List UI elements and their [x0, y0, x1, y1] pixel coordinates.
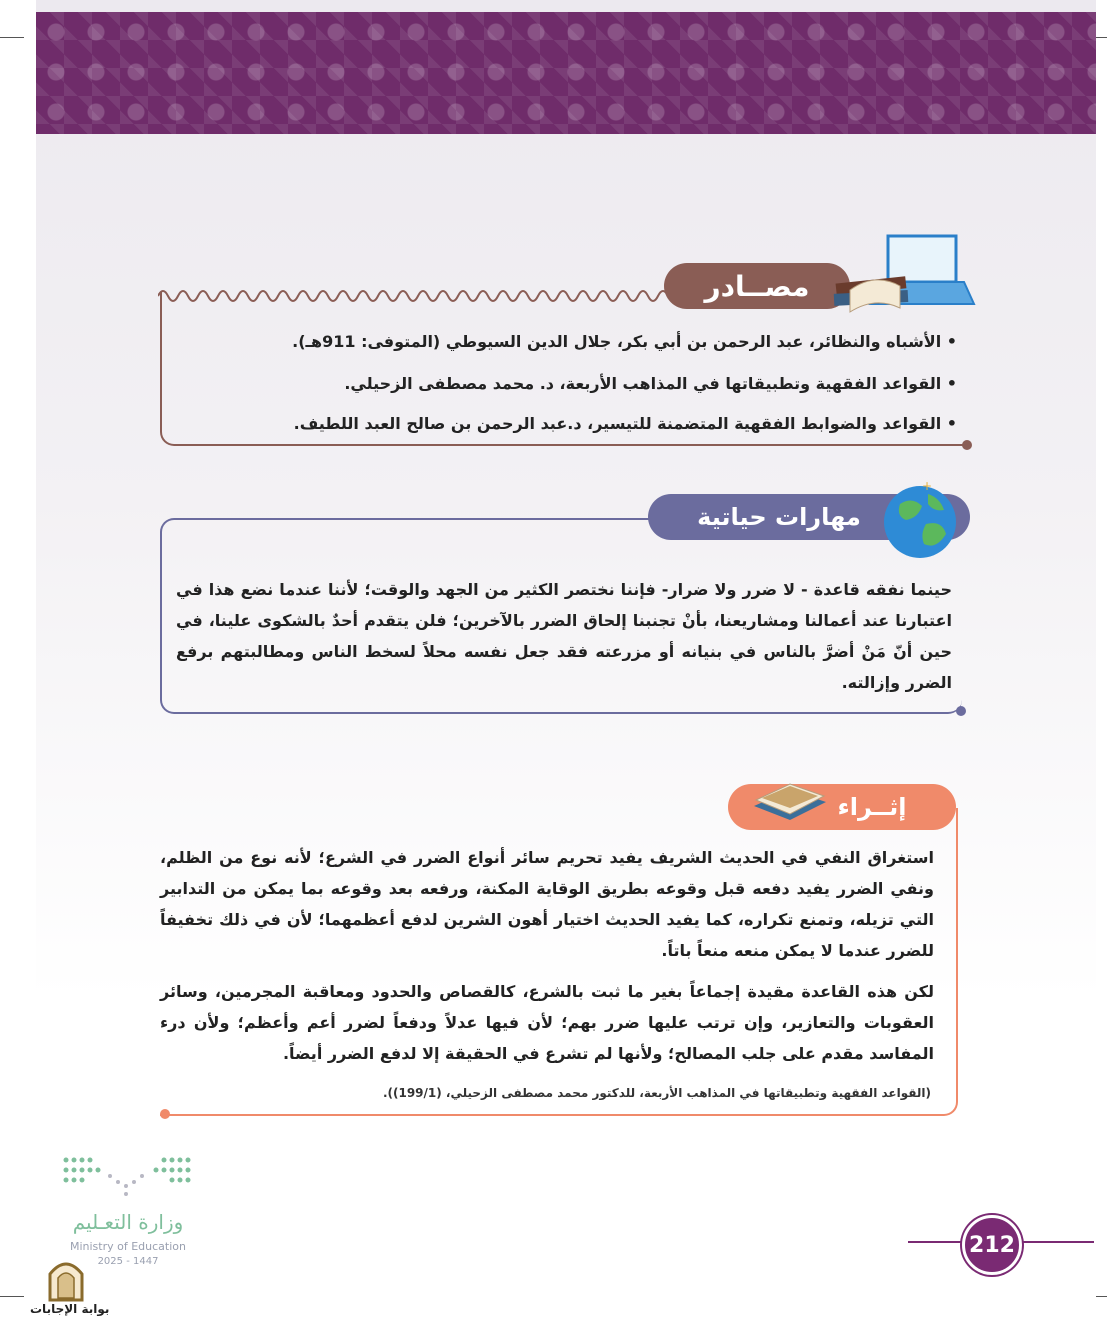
- border-dot: [956, 706, 966, 716]
- year-label: 2025 - 1447: [97, 1256, 159, 1267]
- crop-mark: [0, 1296, 24, 1297]
- ministry-logo-dots: [60, 1152, 200, 1202]
- crop-mark: [0, 37, 24, 38]
- ministry-name-en: Ministry of Education: [69, 1240, 186, 1253]
- border-dot: [160, 1109, 170, 1119]
- life-skills-title-text: مهارات حياتية: [697, 503, 861, 531]
- enrichment-paragraph: لكن هذه القاعدة مقيدة إجماعاً بغير ما ثبت بالشرع، كالقصاص والحدود ومعاقبة المجرمين، وسائر العقوبات والتعازير، وإن ترتب عليها ضرر بهم؛ لأن فيها عدلاً ودفعاً لضرر أعم وأعظم؛ ولأن درء المفاسد مقدم على جلب المصالح؛ ولأنها لم تشرع في الحقيقة إلا لدفع الضرر أيضاً.: [160, 982, 934, 1063]
- border-dot: [962, 440, 972, 450]
- enrichment-paragraph: استغراق النفي في الحديث الشريف يفيد تحريم سائر أنواع الضرر في الشرع؛ لأنه نوع من الظلم، ونفي الضرر يفيد دفعه قبل وقوعه بطريق الوقاية المكنة، ورفعه بعد وقوعه بما يمكن من التدابير التي تزيله، وتمنع تكراره، كما يفيد الحديث اختيار أهون الشرين لدفع أعظمهما؛ لأن في ذلك تخفيفاً للضرر عندما لا يمكن منعه منعاً باتاً.: [160, 848, 934, 960]
- source-item: • القواعد والضوابط الفقهية المتضمنة للتيسير، د.عبد الرحمن بن صالح العبد اللطيف.: [293, 414, 957, 433]
- watermark-text: بوابة الإجابات: [30, 1302, 110, 1316]
- enrichment-title-text: إثــراء: [837, 793, 907, 821]
- watermark-logo-icon: [44, 1254, 88, 1302]
- books-laptop-icon: [830, 232, 976, 318]
- book-icon: [750, 770, 830, 830]
- decorative-banner: [36, 12, 1096, 134]
- svg-text:+: +: [922, 479, 933, 493]
- page-number: 212: [962, 1215, 1022, 1275]
- source-item: • القواعد الفقهية وتطبيقاتها في المذاهب الأربعة، د. محمد مصطفى الزحيلي.: [344, 374, 957, 393]
- ministry-name-ar: وزارة التعـليم: [72, 1210, 184, 1234]
- citation: (القواعد الفقهية وتطبيقاتها في المذاهب الأربعة، للدكتور محمد مصطفى الزحيلي، (199/1)).: [382, 1086, 931, 1100]
- sources-title: مصــادر: [664, 263, 850, 309]
- life-skills-text: حينما نفقه قاعدة - لا ضرر ولا ضرار- فإننا نختصر الكثير من الجهد والوقت؛ لأننا عندما نضع هذا في اعتبارنا عند أعمالنا ومشاريعنا، بأنْ تجنبنا إلحاق الضرر بالآخرين؛ فلن يتقدم أحدٌ بالشكوى علينا، في حين أنّ مَنْ أضرَّ بالناس في بنيانه أو مزرعته فقد جعل نفسه محلاً لسخط الناس ومطالبتهم برفع الضرر وإزالته.: [176, 580, 952, 692]
- globe-icon: [878, 478, 962, 562]
- source-item: • الأشباه والنظائر، عبد الرحمن بن أبي بكر، جلال الدين السيوطي (المتوفى: 911هـ).: [292, 332, 957, 351]
